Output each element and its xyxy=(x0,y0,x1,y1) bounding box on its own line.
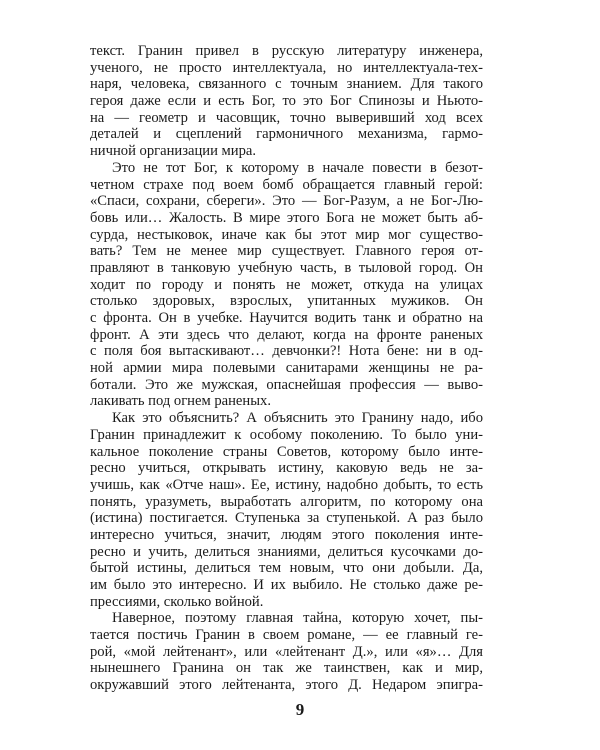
text-line: бовь или… Жалость. В мире этого Бога не может быть аб- xyxy=(90,209,483,226)
text-line: интересно учиться, значит, людям этого поколения инте- xyxy=(90,526,483,543)
text-line: ничной организации мира. xyxy=(90,143,256,160)
text-line: ресно учиться, открывать истину, каковую ведь не за- xyxy=(90,460,483,477)
text-line: с фронта. Он в учебке. Научится водить танк и обратно на xyxy=(90,310,483,326)
text-line: Это не тот Бог, к которому в начале повести в безот- xyxy=(112,159,483,176)
text-line: наря, человека, связанного с точным знанием. Для такого xyxy=(90,76,483,93)
text-line: Гранин принадлежит к особому поколению. То было уни- xyxy=(90,426,483,443)
text-line: нынешнего Гранина он так же таинствен, как и мир, xyxy=(90,660,483,677)
body-text xyxy=(90,43,483,694)
text-line: ученого, не просто интеллектуала, но интеллектуала-тех- xyxy=(90,59,483,76)
text-line: правляют в танковую учебную часть, в тыловой город. Он xyxy=(90,259,483,276)
text-line: фронт. А эти здесь что делают, когда на фронте раненых xyxy=(90,326,483,343)
paragraph xyxy=(90,160,483,410)
text-line: текст. Гранин привел в русскую литературу инженера, xyxy=(90,43,483,59)
text-line: рой, «мой лейтенант», или «лейтенант Д.», или «я»… Для xyxy=(90,643,483,660)
text-line: деталей и сцеплений гармоничного механизма, гармо- xyxy=(90,126,483,143)
text-line: окружавший этого лейтенанта, этого Д. Недаром эпигра- xyxy=(90,677,483,694)
text-line: сурда, нестыковок, иначе как бы этот мир мог существо- xyxy=(90,226,483,243)
text-line: лакивать под огнем раненых. xyxy=(90,393,271,410)
text-line: столько здоровых, взрослых, упитанных мужиков. Он xyxy=(90,293,483,310)
text-line: вать? Тем не менее мир существует. Главного героя от- xyxy=(90,243,483,260)
text-line: четном страхе под воем бомб обращается главный герой: xyxy=(90,176,483,193)
text-line: им было это интересно. И их выбило. Не столько даже ре- xyxy=(90,577,483,593)
page-number: 9 xyxy=(295,700,305,719)
text-line: Как это объяснить? А объяснить это Гранину надо, ибо xyxy=(112,410,483,427)
text-line: кальное поколение страны Советов, которому было инте- xyxy=(90,443,483,460)
text-line: учишь, как «Отче наш». Ее, истину, надобно добыть, то есть xyxy=(90,476,483,493)
text-line: бытой истины, делиться тем новым, что они добыли. Да, xyxy=(90,560,483,577)
text-line: ресно и учить, делиться знаниями, делиться кусочками до- xyxy=(90,543,483,560)
text-line: Наверное, поэтому главная тайна, которую хочет, пы- xyxy=(112,610,483,627)
text-line: «Спаси, сохрани, сбереги». Это — Бог-Разум, а не Бог-Лю- xyxy=(90,193,483,210)
text-line: ботали. Это же мужская, опаснейшая профессия — выво- xyxy=(90,376,483,393)
paragraph xyxy=(90,610,483,693)
paragraph xyxy=(90,410,483,610)
text-line: понять, уразуметь, выработать алгоритм, по которому она xyxy=(90,493,483,510)
text-line: ходит по городу и понять не может, откуда на улицах xyxy=(90,276,483,293)
text-line: с поля боя вытаскивают… девчонки?! Нота бене: ни в од- xyxy=(90,343,483,360)
text-line: героя даже если и есть Бог, то это Бог Спинозы и Ньюто- xyxy=(90,93,483,110)
text-line: прессиями, сколько войной. xyxy=(90,593,264,610)
text-line: (истина) постигается. Ступенька за ступенькой. А раз было xyxy=(90,510,483,527)
paragraph xyxy=(90,43,483,160)
text-line: тается постичь Гранин в своем романе, — ее главный ге- xyxy=(90,627,483,644)
text-line: на — геометр и часовщик, точно выверивший ход всех xyxy=(90,109,483,126)
text-line: ной армии мира полевыми санитарами женщины не ра- xyxy=(90,360,483,377)
